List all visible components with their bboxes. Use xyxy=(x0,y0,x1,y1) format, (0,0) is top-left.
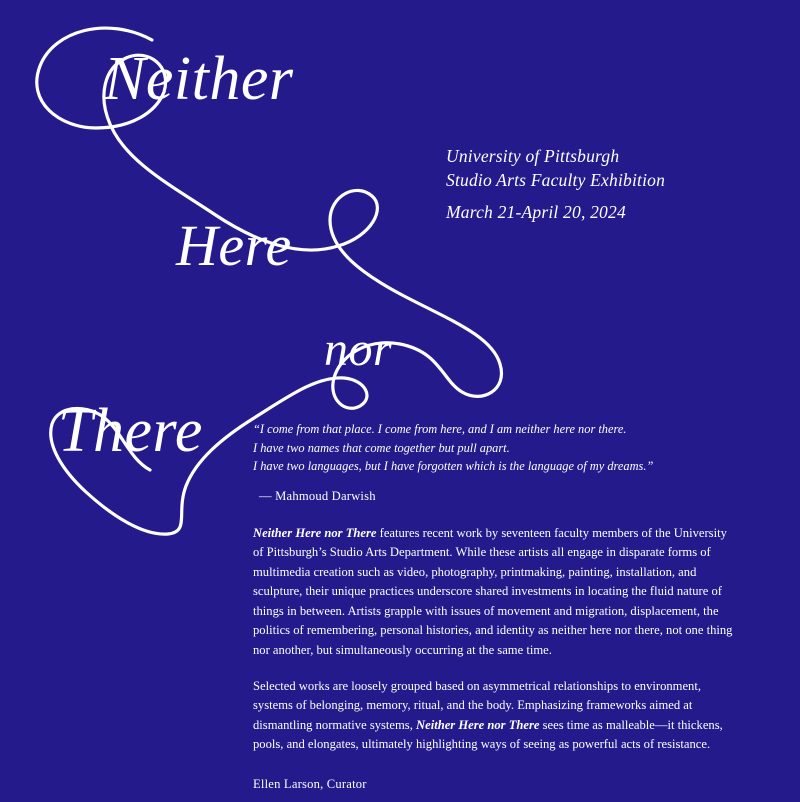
event-subtitle: Studio Arts Faculty Exhibition xyxy=(446,170,666,190)
body-paragraph-1 xyxy=(253,524,740,661)
quote-attribution: — Mahmoud Darwish xyxy=(259,488,376,503)
event-info-block xyxy=(446,144,746,223)
quote-line-3: I have two languages, but I have forgotten which is the language of my dreams.” xyxy=(253,459,654,473)
body-paragraph-1-text: features recent work by seventeen faculty members of the University of Pittsburgh’s Studio Arts Department. While these artists all engage in disparate forms of multimedia creation such as video, photography, printmaking, painting, installation, and sculpture, their unique practices underscore shared investments in locating the fluid nature of things in between. Artists grapple with issues of movement and migration, displacement, the politics of remembering, personal histories, and identity as neither here nor there, not one thing nor another, but simultaneously occurring at the same time. xyxy=(253,525,733,658)
event-institution: University of Pittsburgh xyxy=(446,146,620,166)
event-dates: March 21-April 20, 2024 xyxy=(446,202,626,222)
pull-quote xyxy=(253,420,740,476)
poster-body-column xyxy=(253,420,740,792)
title-word-nor: nor xyxy=(324,323,393,376)
title-word-neither: Neither xyxy=(104,45,294,113)
body-paragraph-2-text-a: Selected works are loosely grouped based on asymmetrical relationships to environment, systems of belonging, memory, ritual, and the body. Emphasizing frameworks aimed at dismantling normative systems, xyxy=(253,678,702,732)
body-paragraph-2 xyxy=(253,677,740,755)
title-word-there: There xyxy=(58,397,203,465)
exhibition-title-inline-2: Neither Here nor There xyxy=(416,717,540,732)
exhibition-title-inline-1: Neither Here nor There xyxy=(253,525,377,540)
quote-line-1: “I come from that place. I come from here, and I am neither here nor there. xyxy=(253,422,627,436)
title-word-here: Here xyxy=(176,213,292,278)
quote-line-2: I have two names that come together but pull apart. xyxy=(253,440,510,455)
curator-credit: Ellen Larson, Curator xyxy=(253,777,367,792)
body-paragraph-2-text-b: sees time as malleable—it thickens, pools, and elongates, ultimately highlighting ways of seeing as powerful acts of resistance. xyxy=(253,717,723,752)
